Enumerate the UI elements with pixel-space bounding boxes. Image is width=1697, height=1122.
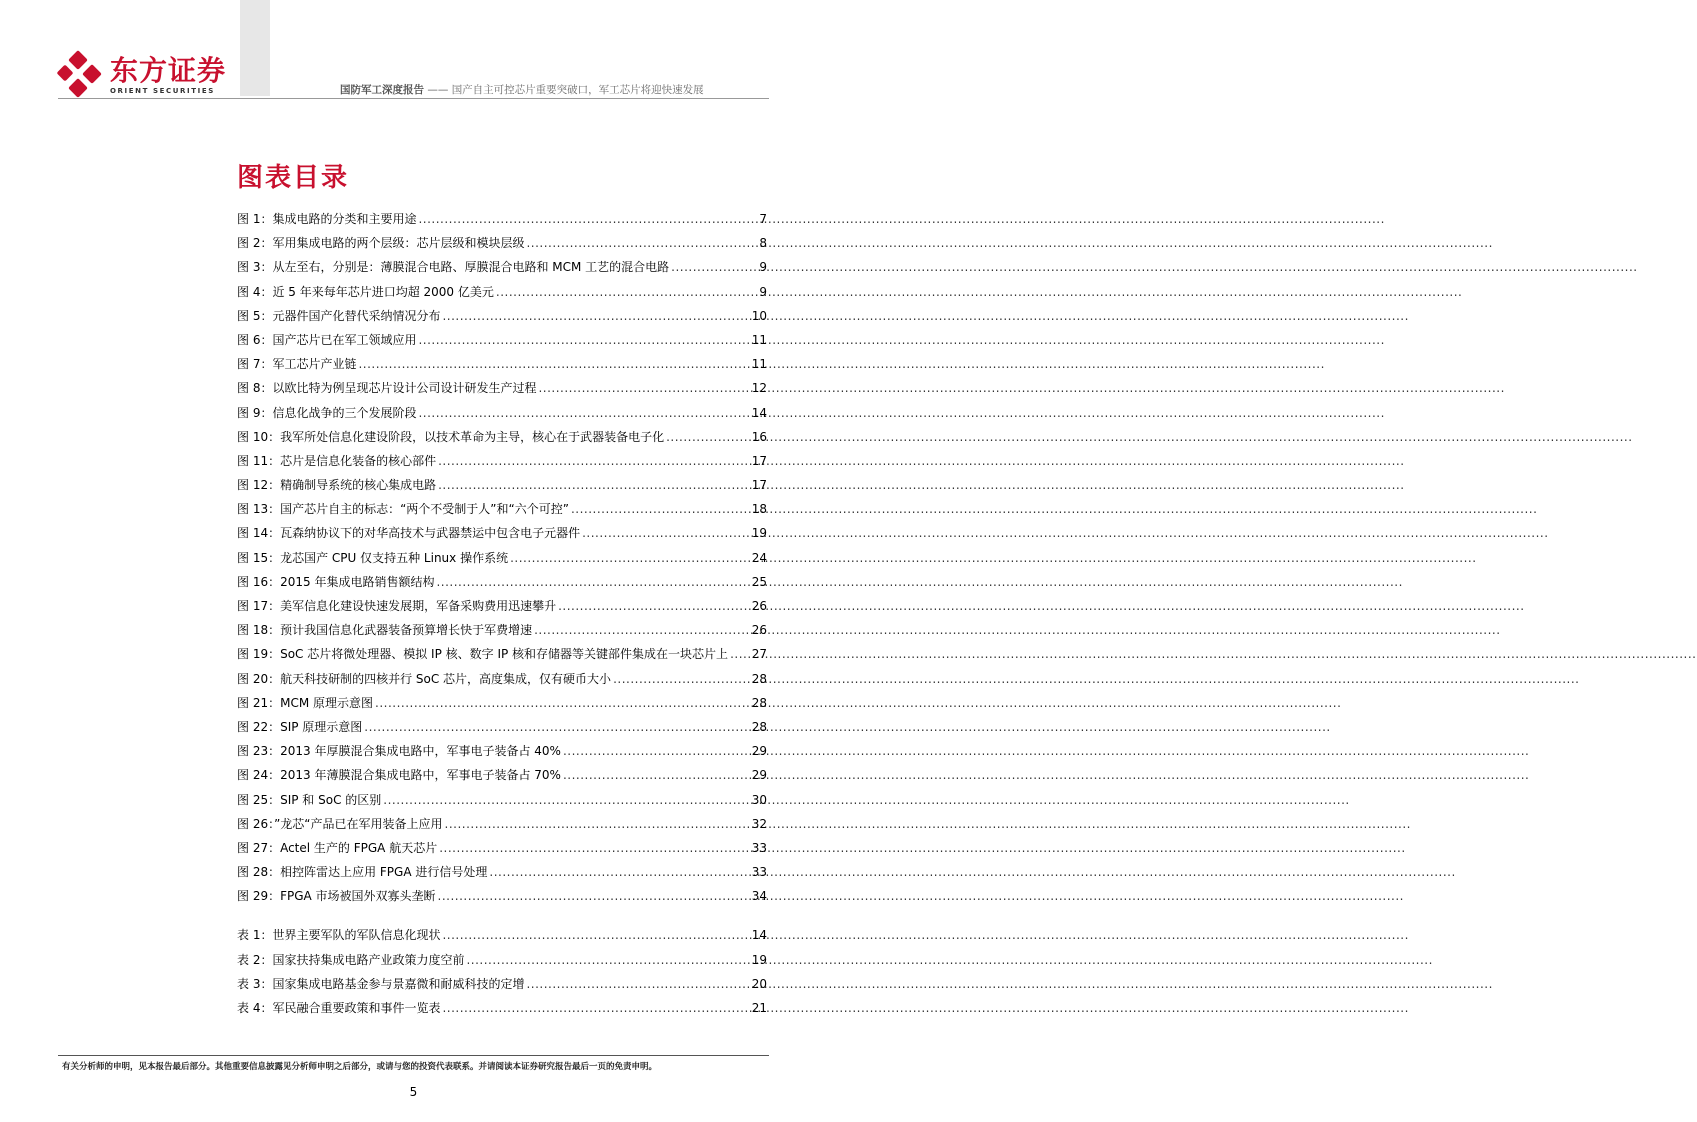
toc-leader-dots xyxy=(383,788,749,812)
toc-leader-dots xyxy=(613,667,750,691)
toc-leader-dots xyxy=(563,763,750,787)
toc-entry-page: 17 xyxy=(751,478,767,493)
toc-entry[interactable] xyxy=(237,401,767,425)
toc-leader-dots xyxy=(358,352,749,376)
toc-entry-page: 19 xyxy=(751,952,767,967)
toc-entry-label: 图 18：预计我国信息化武器装备预算增长快于军费增速 xyxy=(237,623,533,638)
toc-leader-dots xyxy=(571,497,750,521)
toc-entry-label: 图 28：相控阵雷达上应用 FPGA 进行信号处理 xyxy=(237,865,488,880)
toc-entry-label: 图 5：元器件国产化替代采纳情况分布 xyxy=(237,308,441,323)
toc-entry[interactable] xyxy=(237,812,767,836)
toc-leader-dots xyxy=(466,948,749,972)
toc-entry-label: 图 7：军工芯片产业链 xyxy=(237,357,357,372)
toc-leader-dots xyxy=(375,691,750,715)
toc-entry-page: 26 xyxy=(751,623,767,638)
toc-entry-page: 10 xyxy=(751,308,767,323)
toc-leader-dots xyxy=(438,884,750,908)
toc-leader-dots xyxy=(442,923,749,947)
toc-entry-label: 图 21：MCM 原理示意图 xyxy=(237,695,373,710)
toc-entry[interactable] xyxy=(237,739,767,763)
toc-leader-dots xyxy=(364,715,749,739)
toc-leader-dots xyxy=(442,996,749,1020)
toc-entry-page: 30 xyxy=(751,792,767,807)
toc-leader-dots xyxy=(438,473,750,497)
page-title: 图表目录 xyxy=(237,163,350,193)
toc-leader-dots xyxy=(526,972,749,996)
toc-leader-dots xyxy=(563,739,750,763)
toc-entry-page: 11 xyxy=(751,357,767,372)
toc-entry-page: 28 xyxy=(751,671,767,686)
footer-disclaimer: 有关分析师的申明，见本报告最后部分。其他重要信息披露见分析师申明之后部分，或请与您的投资代表联系。并请阅读本证券研究报告最后一页的免责申明。 xyxy=(62,1062,658,1072)
toc-entry-page: 14 xyxy=(751,928,767,943)
toc-entry[interactable] xyxy=(237,642,767,666)
toc-entry[interactable] xyxy=(237,352,767,376)
toc-entry-page: 33 xyxy=(751,840,767,855)
toc-entry-label: 图 27：Actel 生产的 FPGA 航天芯片 xyxy=(237,840,438,855)
toc-entry[interactable] xyxy=(237,521,767,545)
report-type: 国防军工深度报告 xyxy=(340,84,424,96)
toc-leader-dots xyxy=(582,521,750,545)
toc-entry-label: 图 12：精确制导系统的核心集成电路 xyxy=(237,478,437,493)
toc-entry-label: 图 22：SIP 原理示意图 xyxy=(237,719,363,734)
header-decor-bar xyxy=(240,0,270,96)
toc-leader-dots xyxy=(418,401,749,425)
toc-entry[interactable] xyxy=(237,763,767,787)
toc-entry-page: 17 xyxy=(751,453,767,468)
toc-entry-label: 图 23：2013 年厚膜混合集成电路中，军事电子装备占 40% xyxy=(237,744,561,759)
toc-entry[interactable] xyxy=(237,836,767,860)
toc-entry-label: 图 6：国产芯片已在军工领域应用 xyxy=(237,332,417,347)
toc-entry-label: 图 13：国产芯片自主的标志：“两个不受制于人”和“六个可控” xyxy=(237,502,569,517)
toc-entry-label: 图 3：从左至右，分别是：薄膜混合电路、厚膜混合电路和 MCM 工艺的混合电路 xyxy=(237,260,670,275)
toc-entry-page: 8 xyxy=(759,236,767,251)
toc-leader-dots xyxy=(489,860,749,884)
toc-leader-dots xyxy=(730,642,750,666)
toc-entry[interactable] xyxy=(237,449,767,473)
page-number: 5 xyxy=(409,1085,418,1099)
toc-entry-label: 图 16：2015 年集成电路销售额结构 xyxy=(237,574,435,589)
toc-entry[interactable] xyxy=(237,328,767,352)
toc-entry[interactable] xyxy=(237,304,767,328)
toc-entry[interactable] xyxy=(237,255,767,279)
toc-entry[interactable] xyxy=(237,473,767,497)
toc-leader-dots xyxy=(496,280,757,304)
toc-entry-label: 图 10：我军所处信息化建设阶段，以技术革命为主导，核心在于武器装备电子化 xyxy=(237,429,665,444)
toc-entry-page: 29 xyxy=(751,768,767,783)
toc-entry-page: 19 xyxy=(751,526,767,541)
toc-entry[interactable] xyxy=(237,667,767,691)
toc-entry-page: 12 xyxy=(751,381,767,396)
toc-leader-dots xyxy=(442,304,749,328)
toc-leader-dots xyxy=(445,812,750,836)
toc-entry-page: 21 xyxy=(751,1001,767,1015)
toc-leader-dots xyxy=(534,618,750,642)
toc-entry[interactable] xyxy=(237,546,767,570)
toc-entry-label: 表 1：世界主要军队的军队信息化现状 xyxy=(237,928,441,943)
toc-leader-dots xyxy=(510,546,750,570)
figure-list xyxy=(237,207,767,908)
toc-entry-label: 图 8：以欧比特为例呈现芯片设计公司设计研发生产过程 xyxy=(237,381,537,396)
toc-entry-label: 图 9：信息化战争的三个发展阶段 xyxy=(237,405,417,420)
toc-entry-page: 27 xyxy=(751,647,767,662)
toc-entry[interactable] xyxy=(237,376,767,400)
toc-entry-page: 26 xyxy=(751,599,767,613)
toc-entry[interactable] xyxy=(237,860,767,884)
toc-entry-page: 34 xyxy=(751,889,767,904)
toc-entry[interactable] xyxy=(237,788,767,812)
toc-leader-dots xyxy=(526,231,757,255)
toc-leader-dots xyxy=(418,328,749,352)
table-list xyxy=(237,923,767,1020)
logo-name-en: ORIENT SECURITIES xyxy=(110,86,215,95)
toc-leader-dots xyxy=(558,594,750,618)
header-divider xyxy=(58,98,769,99)
company-logo xyxy=(58,52,226,98)
logo-name-cn: 东方证券 xyxy=(110,53,227,87)
toc-entry-page: 28 xyxy=(751,719,767,734)
toc-entry[interactable] xyxy=(237,948,767,972)
toc-leader-dots xyxy=(436,570,749,594)
toc-entry-page: 7 xyxy=(759,212,767,226)
toc-entry[interactable] xyxy=(237,280,767,304)
report-subtitle: 国产自主可控芯片重要突破口，军工芯片将迎快速发展 xyxy=(451,84,704,96)
toc-entry-label: 图 14：瓦森纳协议下的对华高技术与武器禁运中包含电子元器件 xyxy=(237,526,581,541)
toc-entry-page: 11 xyxy=(751,332,767,347)
toc-entry[interactable] xyxy=(237,923,767,947)
toc-entry-page: 33 xyxy=(751,865,767,880)
toc-entry[interactable] xyxy=(237,884,767,908)
toc-entry-label: 表 2：国家扶持集成电路产业政策力度空前 xyxy=(237,952,465,967)
toc-entry-label: 图 1：集成电路的分类和主要用途 xyxy=(237,212,417,226)
toc-entry-page: 18 xyxy=(751,502,767,517)
toc-leader-dots xyxy=(438,449,750,473)
toc-entry-label: 图 24：2013 年薄膜混合集成电路中，军事电子装备占 70% xyxy=(237,768,561,783)
toc-entry-page: 14 xyxy=(751,405,767,420)
toc-entry[interactable] xyxy=(237,996,767,1020)
toc-entry-label: 图 25：SIP 和 SoC 的区别 xyxy=(237,792,382,807)
toc-entry-page: 29 xyxy=(751,744,767,759)
toc-entry-page: 9 xyxy=(759,260,767,275)
toc-entry-page: 16 xyxy=(751,429,767,444)
toc-entry[interactable] xyxy=(237,231,767,255)
toc-entry-page: 32 xyxy=(751,816,767,831)
toc-entry-label: 表 4：军民融合重要政策和事件一览表 xyxy=(237,1001,441,1015)
report-header xyxy=(340,82,704,97)
toc-leader-dots xyxy=(439,836,750,860)
toc-entry-label: 表 3：国家集成电路基金参与景嘉微和耐威科技的定增 xyxy=(237,976,525,991)
toc-entry-page: 25 xyxy=(751,574,767,589)
chart-table-of-contents xyxy=(237,207,767,1020)
toc-leader-dots xyxy=(538,376,749,400)
toc-entry-page: 24 xyxy=(751,550,767,565)
toc-entry-label: 图 15：龙芯国产 CPU 仅支持五种 Linux 操作系统 xyxy=(237,550,509,565)
toc-entry-label: 图 29：FPGA 市场被国外双寡头垄断 xyxy=(237,889,436,904)
toc-entry[interactable] xyxy=(237,207,767,231)
toc-leader-dots xyxy=(666,425,750,449)
toc-leader-dots xyxy=(671,255,757,279)
toc-entry-page: 9 xyxy=(759,284,767,299)
orient-securities-logo-icon xyxy=(58,52,104,98)
toc-entry-page: 28 xyxy=(751,695,767,710)
toc-entry[interactable] xyxy=(237,691,767,715)
toc-entry[interactable] xyxy=(237,570,767,594)
toc-entry[interactable] xyxy=(237,594,767,618)
toc-entry-label: 图 4：近 5 年来每年芯片进口均超 2000 亿美元 xyxy=(237,284,494,299)
toc-entry-page: 20 xyxy=(751,976,767,991)
header-separator: —— xyxy=(427,84,449,96)
toc-entry[interactable] xyxy=(237,715,767,739)
toc-entry-label: 图 19：SoC 芯片将微处理器、模拟 IP 核、数字 IP 核和存储器等关键部件集成在一块芯片上 xyxy=(237,647,729,662)
footer-divider xyxy=(58,1055,769,1056)
toc-entry-label: 图 17：美军信息化建设快速发展期，军备采购费用迅速攀升 xyxy=(237,599,557,613)
toc-entry[interactable] xyxy=(237,497,767,521)
toc-leader-dots xyxy=(418,207,757,231)
toc-entry[interactable] xyxy=(237,972,767,996)
toc-entry-label: 图 2：军用集成电路的两个层级：芯片层级和模块层级 xyxy=(237,236,525,251)
toc-entry[interactable] xyxy=(237,618,767,642)
toc-entry[interactable] xyxy=(237,425,767,449)
toc-entry-label: 图 26：”龙芯“产品已在军用装备上应用 xyxy=(237,816,443,831)
toc-entry-label: 图 20：航天科技研制的四核并行 SoC 芯片，高度集成，仅有硬币大小 xyxy=(237,671,612,686)
toc-entry-label: 图 11：芯片是信息化装备的核心部件 xyxy=(237,453,437,468)
